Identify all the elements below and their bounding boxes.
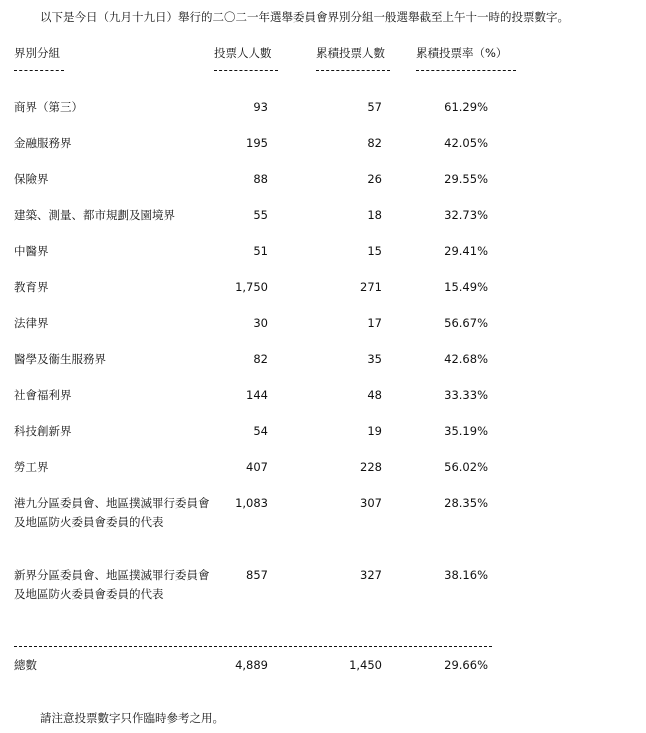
row-turnout: 57 xyxy=(367,100,382,114)
row-voters: 51 xyxy=(253,244,268,258)
row-voters: 30 xyxy=(253,316,268,330)
total-label: 總數 xyxy=(14,658,37,672)
row-turnout: 18 xyxy=(367,208,382,222)
row-rate: 56.02% xyxy=(444,460,488,474)
row-sector: 保險界 xyxy=(14,172,49,186)
footnote: 請注意投票數字只作臨時參考之用。 xyxy=(40,711,224,725)
row-rate: 15.49% xyxy=(444,280,488,294)
row-sector: 教育界 xyxy=(14,280,49,294)
row-voters: 1,750 xyxy=(235,280,268,294)
row-rate: 28.35% xyxy=(444,496,488,510)
row-turnout: 307 xyxy=(360,496,382,510)
row-sector: 新界分區委員會、地區撲滅罪行委員會及地區防火委員會委員的代表 xyxy=(14,568,210,601)
header-underline-turnout xyxy=(316,70,390,71)
total-separator xyxy=(14,646,492,647)
header-voters: 投票人人數 xyxy=(214,46,272,60)
row-turnout: 271 xyxy=(360,280,382,294)
row-rate: 56.67% xyxy=(444,316,488,330)
header-cumulative-turnout: 累積投票人數 xyxy=(316,46,385,60)
row-voters: 195 xyxy=(246,136,268,150)
header-cumulative-rate: 累積投票率（%） xyxy=(416,46,508,60)
row-voters: 82 xyxy=(253,352,268,366)
row-rate: 33.33% xyxy=(444,388,488,402)
row-turnout: 35 xyxy=(367,352,382,366)
row-voters: 407 xyxy=(246,460,268,474)
row-turnout: 15 xyxy=(367,244,382,258)
row-turnout: 19 xyxy=(367,424,382,438)
row-rate: 42.05% xyxy=(444,136,488,150)
row-turnout: 48 xyxy=(367,388,382,402)
row-sector: 勞工界 xyxy=(14,460,49,474)
header-sector: 界別分組 xyxy=(14,46,60,60)
header-underline-rate xyxy=(416,70,516,71)
row-sector: 建築、測量、都市規劃及園境界 xyxy=(14,208,175,222)
total-rate: 29.66% xyxy=(444,658,488,672)
row-sector: 金融服務界 xyxy=(14,136,72,150)
row-rate: 42.68% xyxy=(444,352,488,366)
row-sector: 商界（第三） xyxy=(14,100,83,114)
row-voters: 88 xyxy=(253,172,268,186)
row-voters: 144 xyxy=(246,388,268,402)
row-voters: 1,083 xyxy=(235,496,268,510)
row-rate: 61.29% xyxy=(444,100,488,114)
row-sector: 法律界 xyxy=(14,316,49,330)
row-sector: 醫學及衞生服務界 xyxy=(14,352,106,366)
row-sector: 科技創新界 xyxy=(14,424,72,438)
row-sector: 港九分區委員會、地區撲滅罪行委員會及地區防火委員會委員的代表 xyxy=(14,496,210,529)
header-underline-sector xyxy=(14,70,64,71)
row-turnout: 17 xyxy=(367,316,382,330)
row-turnout: 26 xyxy=(367,172,382,186)
row-voters: 54 xyxy=(253,424,268,438)
intro-text: 以下是今日（九月十九日）舉行的二〇二一年選舉委員會界別分組一般選舉截至上午十一時的投票數字。 xyxy=(40,10,569,24)
row-turnout: 228 xyxy=(360,460,382,474)
total-turnout: 1,450 xyxy=(349,658,382,672)
row-voters: 857 xyxy=(246,568,268,582)
row-sector: 中醫界 xyxy=(14,244,49,258)
row-rate: 32.73% xyxy=(444,208,488,222)
row-turnout: 82 xyxy=(367,136,382,150)
row-rate: 38.16% xyxy=(444,568,488,582)
header-underline-voters xyxy=(214,70,278,71)
row-rate: 29.41% xyxy=(444,244,488,258)
row-voters: 93 xyxy=(253,100,268,114)
row-turnout: 327 xyxy=(360,568,382,582)
row-rate: 29.55% xyxy=(444,172,488,186)
row-voters: 55 xyxy=(253,208,268,222)
total-voters: 4,889 xyxy=(235,658,268,672)
row-rate: 35.19% xyxy=(444,424,488,438)
row-sector: 社會福利界 xyxy=(14,388,72,402)
